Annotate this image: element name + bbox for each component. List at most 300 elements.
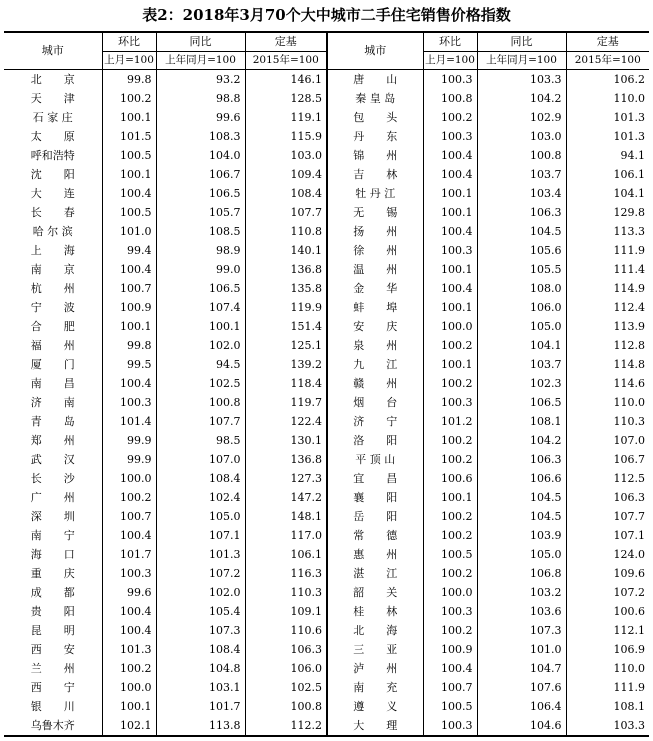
cell-base-right: 112.5 xyxy=(613,472,645,485)
cell-base-left: 100.8 xyxy=(290,700,322,713)
cell-mom-left: 101.4 xyxy=(102,412,156,431)
header-base-sub-left: 2015年=100 xyxy=(245,52,327,70)
cell-city-right: 无 锡 xyxy=(327,203,423,222)
cell-yoy-left: 107.4 xyxy=(156,298,245,317)
table-row xyxy=(4,507,649,526)
cell-mom-right: 100.2 xyxy=(423,108,477,127)
table-row xyxy=(4,393,649,412)
table-row xyxy=(4,184,649,203)
cell-yoy-left: 98.8 xyxy=(156,89,245,108)
cell-base-right: 111.4 xyxy=(613,263,645,276)
cell-base-right: 106.1 xyxy=(613,168,645,181)
cell-yoy-right: 107.6 xyxy=(477,678,566,697)
cell-base-left: 127.3 xyxy=(290,472,322,485)
cell-mom-right: 100.8 xyxy=(423,89,477,108)
cell-mom-left: 99.4 xyxy=(102,241,156,260)
cell-yoy-right: 104.2 xyxy=(477,89,566,108)
cell-mom-right: 101.2 xyxy=(423,412,477,431)
cell-base-left: 106.1 xyxy=(290,548,322,561)
cell-mom-left: 99.8 xyxy=(102,336,156,355)
cell-city-left: 长 春 xyxy=(4,203,102,222)
table-row xyxy=(4,526,649,545)
table-row xyxy=(4,203,649,222)
table-row xyxy=(4,621,649,640)
cell-base-left: 146.1 xyxy=(290,73,322,86)
cell-mom-right: 100.3 xyxy=(423,241,477,260)
cell-mom-left: 100.1 xyxy=(102,108,156,127)
cell-yoy-left: 102.0 xyxy=(156,583,245,602)
cell-city-right: 泸 州 xyxy=(327,659,423,678)
cell-city-left: 深 圳 xyxy=(4,507,102,526)
cell-base-left: 125.1 xyxy=(290,339,322,352)
cell-city-right: 桂 林 xyxy=(327,602,423,621)
table-row xyxy=(4,412,649,431)
cell-base-right: 107.7 xyxy=(613,510,645,523)
cell-base-left: 151.4 xyxy=(290,320,322,333)
cell-city-right: 扬 州 xyxy=(327,222,423,241)
cell-city-left: 兰 州 xyxy=(4,659,102,678)
cell-mom-left: 102.1 xyxy=(102,716,156,736)
cell-yoy-right: 103.0 xyxy=(477,127,566,146)
cell-mom-left: 99.6 xyxy=(102,583,156,602)
cell-city-right: 吉 林 xyxy=(327,165,423,184)
cell-mom-left: 100.7 xyxy=(102,507,156,526)
cell-yoy-right: 103.7 xyxy=(477,355,566,374)
cell-yoy-right: 104.2 xyxy=(477,431,566,450)
cell-base-right: 109.6 xyxy=(613,567,645,580)
cell-city-right: 常 德 xyxy=(327,526,423,545)
cell-mom-right: 100.4 xyxy=(423,165,477,184)
cell-yoy-left: 106.5 xyxy=(156,184,245,203)
table-row xyxy=(4,374,649,393)
cell-city-right: 南 充 xyxy=(327,678,423,697)
table-row xyxy=(4,355,649,374)
cell-base-left: 139.2 xyxy=(290,358,322,371)
cell-yoy-right: 103.3 xyxy=(477,70,566,90)
table-row xyxy=(4,317,649,336)
cell-base-right: 106.3 xyxy=(613,491,645,504)
cell-yoy-right: 103.6 xyxy=(477,602,566,621)
cell-mom-left: 100.9 xyxy=(102,298,156,317)
cell-base-left: 106.3 xyxy=(290,643,322,656)
cell-yoy-left: 102.0 xyxy=(156,336,245,355)
cell-yoy-left: 107.1 xyxy=(156,526,245,545)
cell-yoy-right: 103.4 xyxy=(477,184,566,203)
cell-city-left: 南 京 xyxy=(4,260,102,279)
cell-mom-right: 100.2 xyxy=(423,621,477,640)
cell-mom-right: 100.3 xyxy=(423,127,477,146)
cell-city-right: 泉 州 xyxy=(327,336,423,355)
cell-mom-right: 100.0 xyxy=(423,583,477,602)
cell-city-left: 郑 州 xyxy=(4,431,102,450)
cell-mom-left: 100.1 xyxy=(102,317,156,336)
table-row xyxy=(4,222,649,241)
cell-mom-left: 100.4 xyxy=(102,526,156,545)
cell-yoy-right: 105.6 xyxy=(477,241,566,260)
cell-base-left: 140.1 xyxy=(290,244,322,257)
cell-mom-left: 100.1 xyxy=(102,165,156,184)
cell-mom-right: 100.1 xyxy=(423,488,477,507)
cell-yoy-right: 103.9 xyxy=(477,526,566,545)
table-body xyxy=(4,70,649,737)
cell-city-right: 牡 丹 江 xyxy=(327,184,423,203)
cell-mom-left: 100.2 xyxy=(102,89,156,108)
cell-base-right: 101.3 xyxy=(613,111,645,124)
cell-city-left: 广 州 xyxy=(4,488,102,507)
cell-mom-left: 100.3 xyxy=(102,564,156,583)
cell-base-right: 107.1 xyxy=(613,529,645,542)
cell-mom-right: 100.3 xyxy=(423,393,477,412)
cell-yoy-right: 103.2 xyxy=(477,583,566,602)
cell-city-left: 乌鲁木齐 xyxy=(4,716,102,736)
cell-yoy-left: 105.7 xyxy=(156,203,245,222)
cell-city-right: 湛 江 xyxy=(327,564,423,583)
cell-yoy-right: 108.1 xyxy=(477,412,566,431)
cell-city-right: 九 江 xyxy=(327,355,423,374)
cell-base-right: 113.3 xyxy=(613,225,645,238)
cell-mom-left: 100.7 xyxy=(102,279,156,298)
cell-base-left: 119.7 xyxy=(290,396,322,409)
cell-mom-left: 100.4 xyxy=(102,374,156,393)
table-row xyxy=(4,298,649,317)
cell-base-right: 110.0 xyxy=(613,662,645,675)
cell-mom-right: 100.1 xyxy=(423,298,477,317)
table-row xyxy=(4,488,649,507)
header-yoy-right: 同比 xyxy=(477,32,566,52)
cell-base-left: 147.2 xyxy=(290,491,322,504)
cell-yoy-left: 101.7 xyxy=(156,697,245,716)
cell-yoy-left: 104.0 xyxy=(156,146,245,165)
cell-mom-left: 100.0 xyxy=(102,678,156,697)
cell-base-right: 110.0 xyxy=(613,92,645,105)
cell-mom-left: 99.5 xyxy=(102,355,156,374)
cell-yoy-left: 100.8 xyxy=(156,393,245,412)
cell-yoy-left: 102.4 xyxy=(156,488,245,507)
cell-yoy-right: 106.3 xyxy=(477,203,566,222)
cell-city-right: 襄 阳 xyxy=(327,488,423,507)
cell-city-left: 昆 明 xyxy=(4,621,102,640)
cell-yoy-right: 103.7 xyxy=(477,165,566,184)
cell-yoy-left: 105.0 xyxy=(156,507,245,526)
cell-city-left: 太 原 xyxy=(4,127,102,146)
cell-mom-right: 100.2 xyxy=(423,374,477,393)
cell-city-right: 包 头 xyxy=(327,108,423,127)
table-row xyxy=(4,89,649,108)
cell-base-right: 108.1 xyxy=(613,700,645,713)
cell-base-left: 136.8 xyxy=(290,263,322,276)
cell-city-left: 宁 波 xyxy=(4,298,102,317)
cell-yoy-left: 98.9 xyxy=(156,241,245,260)
cell-city-left: 沈 阳 xyxy=(4,165,102,184)
table-row xyxy=(4,697,649,716)
cell-base-left: 115.9 xyxy=(290,130,322,143)
cell-base-left: 119.1 xyxy=(290,111,322,124)
cell-base-left: 130.1 xyxy=(290,434,322,447)
cell-base-right: 112.8 xyxy=(613,339,645,352)
cell-yoy-left: 103.1 xyxy=(156,678,245,697)
cell-city-right: 温 州 xyxy=(327,260,423,279)
cell-yoy-right: 106.0 xyxy=(477,298,566,317)
cell-yoy-left: 107.0 xyxy=(156,450,245,469)
cell-mom-right: 100.4 xyxy=(423,659,477,678)
cell-mom-left: 101.5 xyxy=(102,127,156,146)
header-base-right: 定基 xyxy=(566,32,649,52)
cell-yoy-left: 108.4 xyxy=(156,640,245,659)
cell-city-left: 贵 阳 xyxy=(4,602,102,621)
cell-base-right: 112.1 xyxy=(613,624,645,637)
cell-city-right: 唐 山 xyxy=(327,70,423,90)
cell-mom-left: 99.8 xyxy=(102,70,156,90)
table-title: 表2：2018年3月70个大中城市二手住宅销售价格指数 xyxy=(142,6,511,24)
cell-mom-right: 100.4 xyxy=(423,146,477,165)
cell-yoy-right: 104.7 xyxy=(477,659,566,678)
cell-city-right: 韶 关 xyxy=(327,583,423,602)
table-row xyxy=(4,279,649,298)
table-row xyxy=(4,678,649,697)
cell-base-left: 148.1 xyxy=(290,510,322,523)
cell-city-left: 成 都 xyxy=(4,583,102,602)
cell-city-left: 西 宁 xyxy=(4,678,102,697)
cell-mom-right: 100.2 xyxy=(423,431,477,450)
cell-mom-left: 100.2 xyxy=(102,488,156,507)
cell-base-right: 103.3 xyxy=(566,716,649,736)
header-mom-right: 环比 xyxy=(423,32,477,52)
header-base-sub-right: 2015年=100 xyxy=(566,52,649,70)
cell-mom-left: 100.0 xyxy=(102,469,156,488)
cell-mom-right: 100.5 xyxy=(423,697,477,716)
cell-mom-left: 100.4 xyxy=(102,602,156,621)
cell-yoy-right: 101.0 xyxy=(477,640,566,659)
cell-yoy-left: 107.7 xyxy=(156,412,245,431)
cell-base-left: 109.4 xyxy=(290,168,322,181)
cell-base-left: 108.4 xyxy=(290,187,322,200)
cell-base-right: 110.0 xyxy=(613,396,645,409)
cell-yoy-right: 106.8 xyxy=(477,564,566,583)
cell-city-right: 大 理 xyxy=(327,716,423,736)
cell-base-right: 110.3 xyxy=(613,415,645,428)
cell-mom-right: 100.7 xyxy=(423,678,477,697)
cell-yoy-right: 106.5 xyxy=(477,393,566,412)
cell-city-right: 三 亚 xyxy=(327,640,423,659)
cell-mom-left: 100.1 xyxy=(102,697,156,716)
cell-yoy-right: 106.4 xyxy=(477,697,566,716)
cell-city-left: 合 肥 xyxy=(4,317,102,336)
cell-yoy-right: 107.3 xyxy=(477,621,566,640)
cell-mom-right: 100.5 xyxy=(423,545,477,564)
cell-city-right: 秦 皇 岛 xyxy=(327,89,423,108)
cell-base-left: 110.6 xyxy=(290,624,322,637)
cell-base-left: 112.2 xyxy=(245,716,327,736)
cell-mom-right: 100.2 xyxy=(423,507,477,526)
table-row xyxy=(4,469,649,488)
cell-base-right: 114.8 xyxy=(613,358,645,371)
cell-yoy-left: 113.8 xyxy=(156,716,245,736)
cell-base-right: 114.9 xyxy=(613,282,645,295)
cell-city-left: 重 庆 xyxy=(4,564,102,583)
header-city-left: 城市 xyxy=(4,32,102,70)
cell-mom-left: 99.9 xyxy=(102,450,156,469)
cell-city-right: 金 华 xyxy=(327,279,423,298)
table-row xyxy=(4,564,649,583)
price-index-table xyxy=(4,31,649,737)
cell-city-left: 呼和浩特 xyxy=(4,146,102,165)
cell-yoy-right: 104.6 xyxy=(477,716,566,736)
cell-base-right: 113.9 xyxy=(613,320,645,333)
cell-yoy-right: 102.3 xyxy=(477,374,566,393)
cell-city-right: 洛 阳 xyxy=(327,431,423,450)
cell-base-right: 107.0 xyxy=(613,434,645,447)
cell-city-left: 北 京 xyxy=(4,70,102,90)
cell-base-left: 110.3 xyxy=(290,586,322,599)
cell-base-right: 106.7 xyxy=(613,453,645,466)
cell-base-left: 122.4 xyxy=(290,415,322,428)
cell-yoy-left: 99.6 xyxy=(156,108,245,127)
cell-base-right: 104.1 xyxy=(613,187,645,200)
cell-base-left: 117.0 xyxy=(290,529,322,542)
table-row xyxy=(4,640,649,659)
cell-yoy-right: 108.0 xyxy=(477,279,566,298)
cell-city-right: 济 宁 xyxy=(327,412,423,431)
cell-yoy-left: 104.8 xyxy=(156,659,245,678)
cell-city-right: 宜 昌 xyxy=(327,469,423,488)
cell-yoy-left: 98.5 xyxy=(156,431,245,450)
cell-base-right: 101.3 xyxy=(613,130,645,143)
cell-mom-right: 100.1 xyxy=(423,203,477,222)
cell-base-left: 107.7 xyxy=(290,206,322,219)
cell-yoy-left: 99.0 xyxy=(156,260,245,279)
cell-yoy-right: 102.9 xyxy=(477,108,566,127)
cell-base-left: 106.0 xyxy=(290,662,322,675)
cell-yoy-right: 105.0 xyxy=(477,545,566,564)
cell-city-left: 上 海 xyxy=(4,241,102,260)
cell-yoy-left: 101.3 xyxy=(156,545,245,564)
cell-yoy-right: 104.5 xyxy=(477,507,566,526)
cell-yoy-right: 105.5 xyxy=(477,260,566,279)
cell-base-right: 114.6 xyxy=(613,377,645,390)
header-mom-left: 环比 xyxy=(102,32,156,52)
cell-base-left: 136.8 xyxy=(290,453,322,466)
cell-base-right: 100.6 xyxy=(613,605,645,618)
cell-city-left: 杭 州 xyxy=(4,279,102,298)
cell-city-left: 长 沙 xyxy=(4,469,102,488)
cell-city-left: 石 家 庄 xyxy=(4,108,102,127)
table-row xyxy=(4,583,649,602)
cell-mom-left: 100.3 xyxy=(102,393,156,412)
table-row xyxy=(4,108,649,127)
cell-mom-right: 100.2 xyxy=(423,450,477,469)
cell-city-left: 福 州 xyxy=(4,336,102,355)
cell-yoy-left: 107.2 xyxy=(156,564,245,583)
cell-mom-right: 100.3 xyxy=(423,70,477,90)
cell-base-right: 111.9 xyxy=(613,681,645,694)
cell-base-left: 118.4 xyxy=(290,377,322,390)
cell-city-right: 赣 州 xyxy=(327,374,423,393)
cell-base-left: 103.0 xyxy=(290,149,322,162)
cell-yoy-right: 104.5 xyxy=(477,222,566,241)
cell-base-right: 129.8 xyxy=(613,206,645,219)
cell-city-left: 南 昌 xyxy=(4,374,102,393)
cell-mom-left: 100.4 xyxy=(102,184,156,203)
cell-city-left: 海 口 xyxy=(4,545,102,564)
cell-city-right: 平 顶 山 xyxy=(327,450,423,469)
cell-yoy-right: 106.3 xyxy=(477,450,566,469)
cell-yoy-left: 106.5 xyxy=(156,279,245,298)
header-yoy-sub-right: 上年同月=100 xyxy=(477,52,566,70)
header-base-left: 定基 xyxy=(245,32,327,52)
cell-mom-right: 100.3 xyxy=(423,602,477,621)
cell-yoy-right: 104.1 xyxy=(477,336,566,355)
header-yoy-left: 同比 xyxy=(156,32,245,52)
cell-city-right: 北 海 xyxy=(327,621,423,640)
cell-yoy-left: 108.3 xyxy=(156,127,245,146)
cell-city-left: 银 川 xyxy=(4,697,102,716)
cell-yoy-left: 107.3 xyxy=(156,621,245,640)
cell-base-right: 124.0 xyxy=(613,548,645,561)
cell-mom-left: 100.2 xyxy=(102,659,156,678)
cell-mom-right: 100.4 xyxy=(423,279,477,298)
cell-mom-right: 100.4 xyxy=(423,222,477,241)
cell-base-left: 119.9 xyxy=(290,301,322,314)
cell-mom-right: 100.1 xyxy=(423,184,477,203)
cell-mom-right: 100.9 xyxy=(423,640,477,659)
cell-yoy-left: 100.1 xyxy=(156,317,245,336)
cell-city-left: 西 安 xyxy=(4,640,102,659)
cell-mom-left: 101.0 xyxy=(102,222,156,241)
cell-city-right: 徐 州 xyxy=(327,241,423,260)
table-row xyxy=(4,127,649,146)
table-row xyxy=(4,659,649,678)
cell-yoy-left: 106.7 xyxy=(156,165,245,184)
table-row xyxy=(4,146,649,165)
table-row xyxy=(4,450,649,469)
table-row xyxy=(4,165,649,184)
cell-mom-right: 100.1 xyxy=(423,260,477,279)
cell-yoy-right: 100.8 xyxy=(477,146,566,165)
cell-yoy-left: 108.4 xyxy=(156,469,245,488)
cell-base-right: 94.1 xyxy=(620,149,645,162)
table-row xyxy=(4,336,649,355)
cell-city-right: 锦 州 xyxy=(327,146,423,165)
table-row xyxy=(4,545,649,564)
table-row xyxy=(4,431,649,450)
cell-base-left: 109.1 xyxy=(290,605,322,618)
cell-city-left: 哈 尔 滨 xyxy=(4,222,102,241)
cell-city-right: 惠 州 xyxy=(327,545,423,564)
cell-mom-right: 100.2 xyxy=(423,564,477,583)
cell-base-right: 106.2 xyxy=(613,73,645,86)
cell-yoy-left: 105.4 xyxy=(156,602,245,621)
cell-yoy-right: 105.0 xyxy=(477,317,566,336)
cell-mom-left: 101.7 xyxy=(102,545,156,564)
cell-city-left: 大 连 xyxy=(4,184,102,203)
header-mom-sub-left: 上月=100 xyxy=(102,52,156,70)
cell-base-left: 102.5 xyxy=(290,681,322,694)
cell-yoy-left: 108.5 xyxy=(156,222,245,241)
cell-mom-left: 100.5 xyxy=(102,203,156,222)
cell-yoy-left: 102.5 xyxy=(156,374,245,393)
cell-mom-right: 100.2 xyxy=(423,526,477,545)
cell-city-right: 安 庆 xyxy=(327,317,423,336)
cell-base-right: 107.2 xyxy=(613,586,645,599)
header-city-right: 城市 xyxy=(327,32,423,70)
cell-base-right: 106.9 xyxy=(613,643,645,656)
cell-city-left: 厦 门 xyxy=(4,355,102,374)
cell-base-left: 135.8 xyxy=(290,282,322,295)
cell-city-right: 丹 东 xyxy=(327,127,423,146)
cell-city-left: 天 津 xyxy=(4,89,102,108)
cell-city-left: 武 汉 xyxy=(4,450,102,469)
cell-mom-left: 99.9 xyxy=(102,431,156,450)
